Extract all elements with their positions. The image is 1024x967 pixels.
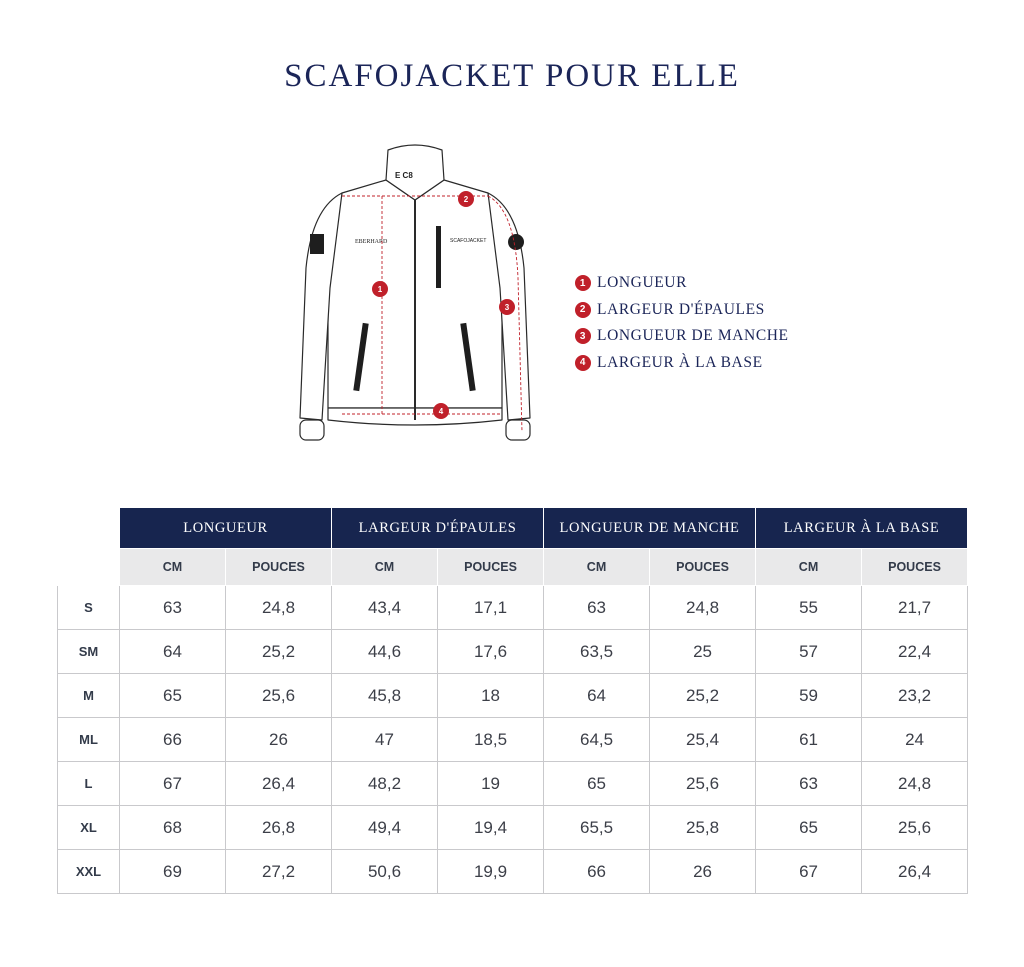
unit-header: CM <box>756 549 862 586</box>
table-cell: 63 <box>544 586 650 630</box>
table-cell: 57 <box>756 630 862 674</box>
table-cell: 50,6 <box>332 850 438 894</box>
legend-item <box>575 350 789 377</box>
legend-item <box>575 270 789 297</box>
table-cell: 64 <box>120 630 226 674</box>
table-cell: 25,2 <box>650 674 756 718</box>
measure-marker-3: 3 <box>504 303 510 312</box>
table-cell: 63 <box>120 586 226 630</box>
size-label: L <box>58 762 120 806</box>
column-group-header: LARGEUR D'ÉPAULES <box>332 508 544 549</box>
table-row <box>58 762 968 806</box>
column-group-header: LONGUEUR DE MANCHE <box>544 508 756 549</box>
table-cell: 67 <box>120 762 226 806</box>
table-cell: 26 <box>226 718 332 762</box>
table-cell: 61 <box>756 718 862 762</box>
table-cell: 19,9 <box>438 850 544 894</box>
table-cell: 18,5 <box>438 718 544 762</box>
table-cell: 22,4 <box>862 630 968 674</box>
jacket-illustration <box>290 138 540 448</box>
measure-marker-4: 4 <box>438 407 444 416</box>
table-cell: 44,6 <box>332 630 438 674</box>
table-cell: 17,6 <box>438 630 544 674</box>
table-cell: 63,5 <box>544 630 650 674</box>
jacket-left-cuff <box>300 420 324 440</box>
table-cell: 21,7 <box>862 586 968 630</box>
table-cell: 25,4 <box>650 718 756 762</box>
size-label: M <box>58 674 120 718</box>
table-cell: 26,4 <box>226 762 332 806</box>
size-label: ML <box>58 718 120 762</box>
unit-header: POUCES <box>438 549 544 586</box>
measure-marker-1: 1 <box>377 285 383 294</box>
table-cell: 24 <box>862 718 968 762</box>
table-cell: 47 <box>332 718 438 762</box>
table-cell: 68 <box>120 806 226 850</box>
unit-header: CM <box>120 549 226 586</box>
measurement-legend <box>575 270 789 376</box>
unit-header: CM <box>332 549 438 586</box>
table-corner <box>58 508 120 549</box>
chest-left-print: EBERHARD <box>355 239 388 245</box>
table-cell: 65 <box>544 762 650 806</box>
table-unit-header-row <box>58 549 968 586</box>
table-cell: 26,8 <box>226 806 332 850</box>
legend-item <box>575 323 789 350</box>
table-cell: 25,6 <box>650 762 756 806</box>
table-cell: 26,4 <box>862 850 968 894</box>
table-cell: 19,4 <box>438 806 544 850</box>
unit-header: POUCES <box>862 549 968 586</box>
size-table-body <box>58 586 968 894</box>
table-cell: 64,5 <box>544 718 650 762</box>
table-cell: 25,8 <box>650 806 756 850</box>
legend-label: LONGUEUR DE MANCHE <box>597 327 789 345</box>
table-cell: 17,1 <box>438 586 544 630</box>
measure-marker-2: 2 <box>463 195 469 204</box>
table-row <box>58 586 968 630</box>
size-label: SM <box>58 630 120 674</box>
unit-header: CM <box>544 549 650 586</box>
table-row <box>58 718 968 762</box>
table-row <box>58 806 968 850</box>
collar-print: E C8 <box>395 171 413 180</box>
table-cell: 63 <box>756 762 862 806</box>
table-row <box>58 674 968 718</box>
table-cell: 65 <box>756 806 862 850</box>
unit-header: POUCES <box>650 549 756 586</box>
legend-item <box>575 297 789 324</box>
table-group-header-row <box>58 508 968 549</box>
table-cell: 65,5 <box>544 806 650 850</box>
column-group-header: LONGUEUR <box>120 508 332 549</box>
table-cell: 66 <box>544 850 650 894</box>
legend-number-badge: 2 <box>575 302 591 318</box>
table-cell: 43,4 <box>332 586 438 630</box>
chest-right-print: SCAFOJACKET <box>450 238 487 244</box>
table-corner <box>58 549 120 586</box>
table-cell: 48,2 <box>332 762 438 806</box>
legend-label: LARGEUR À LA BASE <box>597 353 763 371</box>
column-group-header: LARGEUR À LA BASE <box>756 508 968 549</box>
table-cell: 26 <box>650 850 756 894</box>
table-cell: 55 <box>756 586 862 630</box>
table-cell: 64 <box>544 674 650 718</box>
table-cell: 25 <box>650 630 756 674</box>
table-cell: 25,2 <box>226 630 332 674</box>
table-cell: 67 <box>756 850 862 894</box>
table-cell: 24,8 <box>650 586 756 630</box>
table-cell: 23,2 <box>862 674 968 718</box>
table-cell: 69 <box>120 850 226 894</box>
table-cell: 25,6 <box>226 674 332 718</box>
table-cell: 24,8 <box>862 762 968 806</box>
size-table <box>57 508 968 894</box>
table-cell: 66 <box>120 718 226 762</box>
table-cell: 19 <box>438 762 544 806</box>
table-row <box>58 850 968 894</box>
size-label: XXL <box>58 850 120 894</box>
legend-label: LONGUEUR <box>597 274 688 292</box>
table-cell: 45,8 <box>332 674 438 718</box>
jacket-right-cuff <box>506 420 530 440</box>
page-title: SCAFOJACKET POUR ELLE <box>284 58 740 94</box>
table-cell: 27,2 <box>226 850 332 894</box>
table-row <box>58 630 968 674</box>
legend-number-badge: 3 <box>575 328 591 344</box>
table-cell: 65 <box>120 674 226 718</box>
table-cell: 49,4 <box>332 806 438 850</box>
unit-header: POUCES <box>226 549 332 586</box>
table-cell: 24,8 <box>226 586 332 630</box>
legend-number-badge: 4 <box>575 355 591 371</box>
legend-label: LARGEUR D'ÉPAULES <box>597 300 765 318</box>
legend-number-badge: 1 <box>575 275 591 291</box>
table-cell: 59 <box>756 674 862 718</box>
table-cell: 18 <box>438 674 544 718</box>
size-label: XL <box>58 806 120 850</box>
size-label: S <box>58 586 120 630</box>
table-cell: 25,6 <box>862 806 968 850</box>
